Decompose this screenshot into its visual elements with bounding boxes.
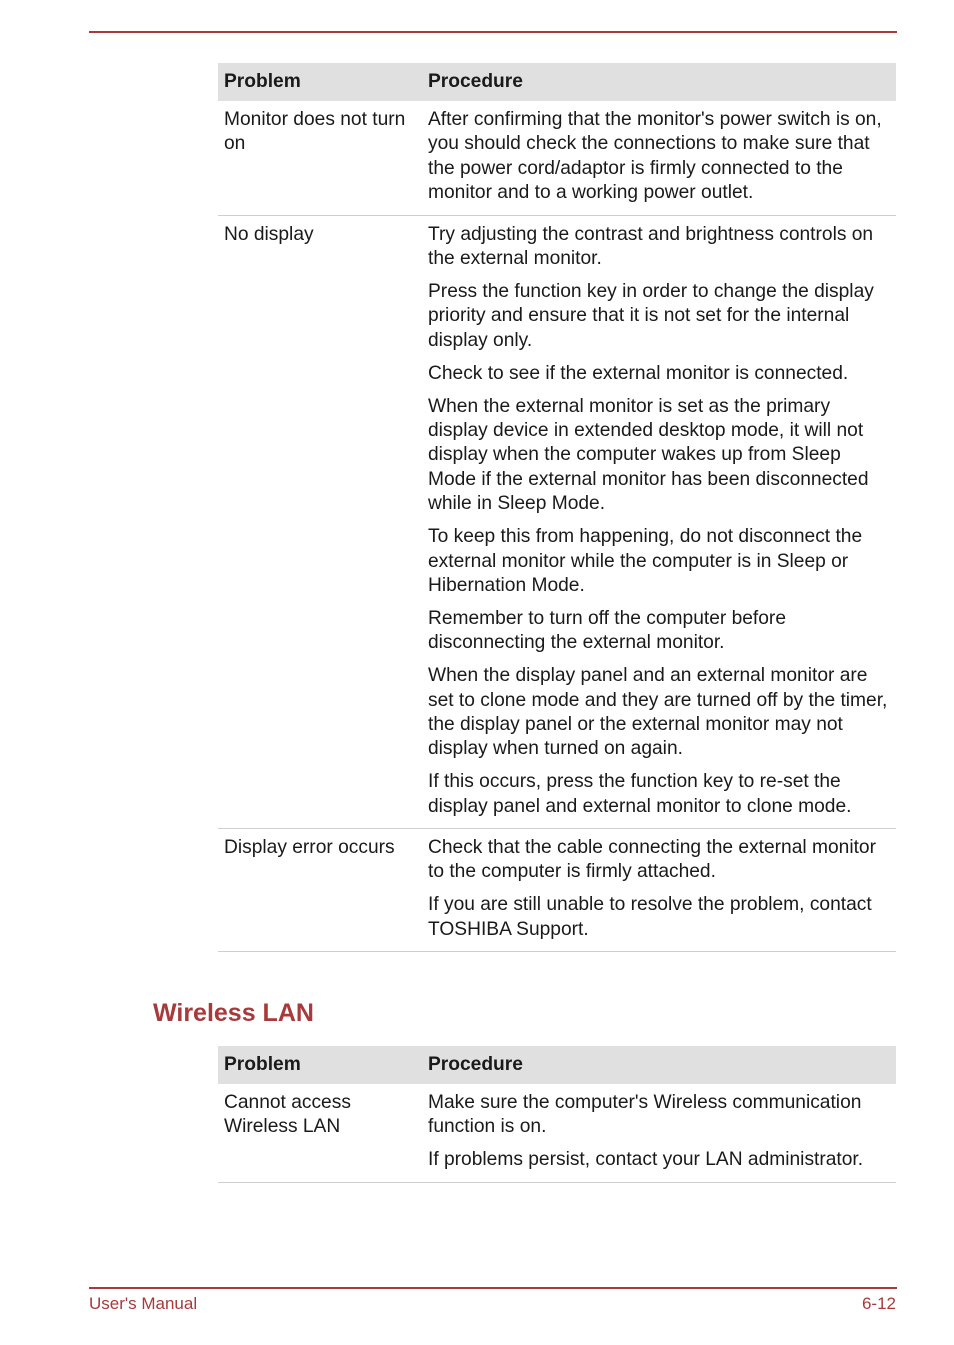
procedure-paragraph: If problems persist, contact your LAN administrator. xyxy=(428,1149,864,1171)
procedure-paragraph: Check to see if the external monitor is connected. xyxy=(428,362,849,384)
procedure-paragraph: If you are still unable to resolve the problem, contact TOSHIBA Support. xyxy=(428,894,872,940)
procedure-column-header: Procedure xyxy=(422,63,896,101)
table-row xyxy=(218,215,896,828)
procedure-paragraph: Make sure the computer's Wireless communication function is on. xyxy=(428,1092,862,1138)
table-header-row xyxy=(218,1046,896,1084)
problem-cell: Display error occurs xyxy=(218,829,422,952)
bottom-rule xyxy=(89,1287,897,1289)
problem-cell: Cannot access Wireless LAN xyxy=(218,1084,422,1182)
procedure-paragraph: After confirming that the monitor's power switch is on, you should check the connections to make sure that the power cord/adaptor is firmly connected to the monitor and to a working power outlet. xyxy=(428,109,882,204)
procedure-cell xyxy=(422,101,896,215)
problem-column-header: Problem xyxy=(218,1046,422,1084)
problem-column-header: Problem xyxy=(218,63,422,101)
table-header-row xyxy=(218,63,896,101)
wireless-lan-troubleshooting-table xyxy=(218,1046,896,1183)
footer-manual-title: User's Manual xyxy=(89,1294,198,1313)
table-row xyxy=(218,1084,896,1182)
procedure-paragraph: When the external monitor is set as the primary display device in extended desktop mode, it will not display when the computer wakes up from Sleep Mode if the external monitor has been disconnected while in Sleep Mode. xyxy=(428,395,869,515)
section-heading-wireless-lan: Wireless LAN xyxy=(153,999,314,1027)
procedure-cell xyxy=(422,215,896,828)
problem-cell: No display xyxy=(218,215,422,828)
display-troubleshooting-table xyxy=(218,63,896,952)
top-rule xyxy=(89,31,897,33)
procedure-paragraph: Remember to turn off the computer before disconnecting the external monitor. xyxy=(428,607,786,654)
procedure-cell xyxy=(422,1084,896,1182)
table-row xyxy=(218,101,896,215)
procedure-column-header: Procedure xyxy=(422,1046,896,1084)
procedure-paragraph: When the display panel and an external monitor are set to clone mode and they are turned off by the timer, the display panel or the external monitor may not display when turned on again. xyxy=(428,665,888,760)
footer-page-number: 6-12 xyxy=(861,1294,896,1313)
procedure-paragraph: If this occurs, press the function key to re-set the display panel and external monitor to clone mode. xyxy=(428,771,852,817)
procedure-paragraph: Check that the cable connecting the external monitor to the computer is firmly attached. xyxy=(428,837,876,883)
procedure-cell xyxy=(422,829,896,952)
procedure-paragraph: Press the function key in order to change the display priority and ensure that it is not set for the internal display only. xyxy=(428,280,874,351)
procedure-paragraph: To keep this from happening, do not disconnect the external monitor while the computer is in Sleep or Hibernation Mode. xyxy=(428,526,863,596)
procedure-paragraph: Try adjusting the contrast and brightness controls on the external monitor. xyxy=(428,223,874,270)
table-row xyxy=(218,829,896,952)
problem-cell: Monitor does not turn on xyxy=(218,101,422,215)
